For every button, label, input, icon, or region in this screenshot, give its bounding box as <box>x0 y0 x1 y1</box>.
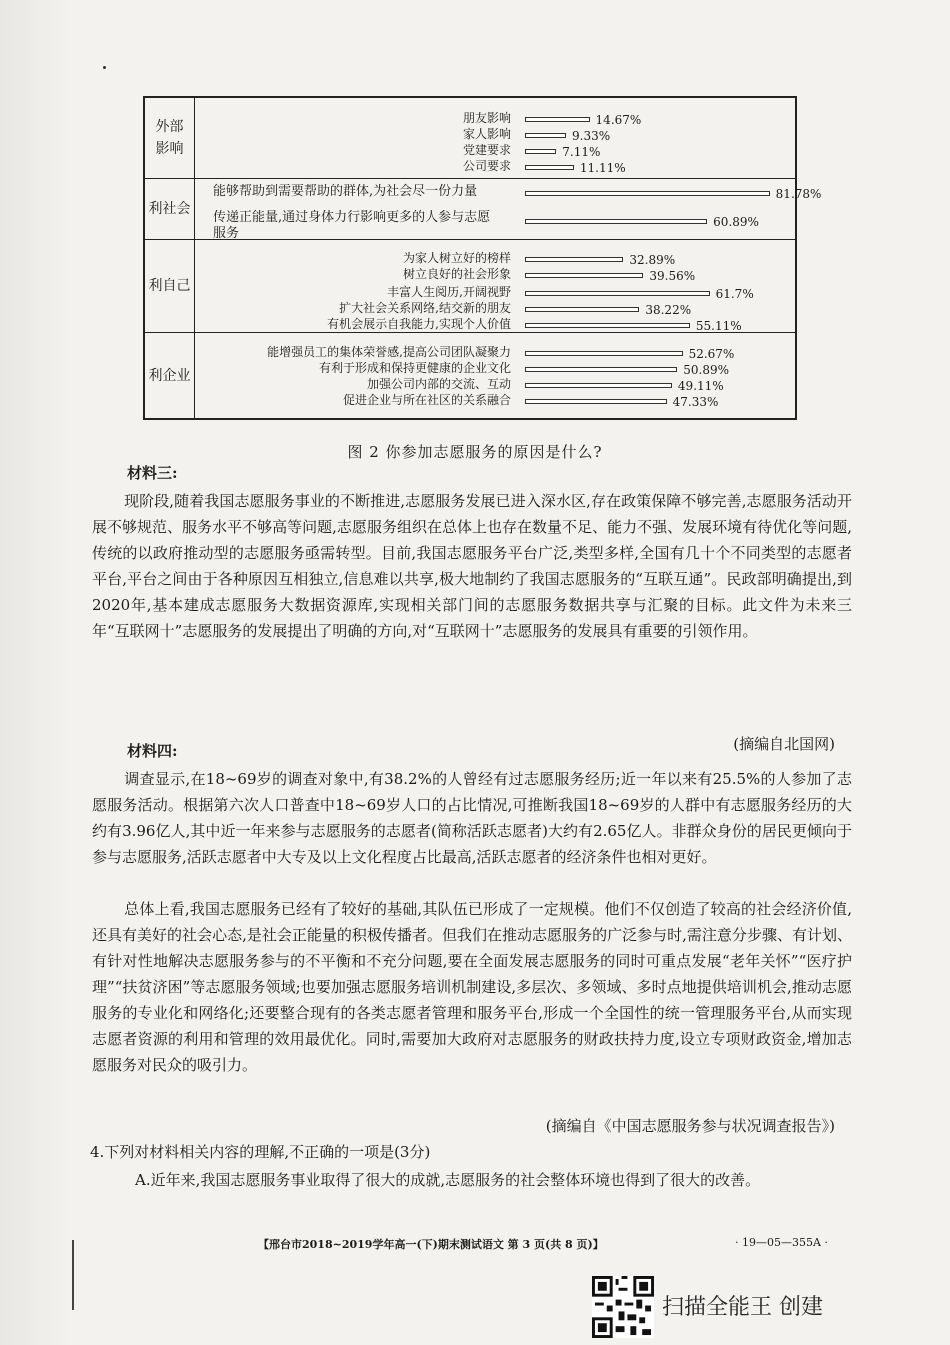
bar <box>525 367 677 372</box>
bar <box>525 165 574 170</box>
bar-value-label: 61.7% <box>715 287 754 301</box>
bar-label: 有机会展示自我能力,实现个人价值 <box>327 317 511 331</box>
bar-label: 促进企业与所在社区的关系融合 <box>342 393 511 407</box>
bar-label: 加强公司内部的交流、互动 <box>366 377 511 391</box>
bar-value-label: 81.78% <box>775 187 822 201</box>
bar-label: 传递正能量,通过身体力行影响更多的人参与志愿服务 <box>213 210 491 241</box>
group-label-society: 利社会 <box>145 179 195 239</box>
bar <box>525 307 639 312</box>
bar-value-label: 39.56% <box>649 269 696 283</box>
bar-label: 能够帮助到需要帮助的群体,为社会尽一份力量 <box>213 184 478 199</box>
material-4-source: (摘编自《中国志愿服务参与状况调查报告》) <box>545 1117 835 1135</box>
exam-code: · 19—05—355A · <box>735 1236 828 1249</box>
bar-label: 树立良好的社会形象 <box>402 267 511 281</box>
bar-value-label: 7.11% <box>562 145 601 159</box>
bar-value-label: 50.89% <box>683 363 730 377</box>
bar <box>525 399 667 404</box>
bar-label: 扩大社会关系网络,结交新的朋友 <box>339 301 511 315</box>
reason-chart <box>143 96 822 420</box>
qr-code-icon <box>592 1276 654 1338</box>
material-4-paragraph-1: 调查显示,在18~69岁的调查对象中,有38.2%的人曾经有过志愿服务经历;近一年以来有25.5%的人参加了志愿服务活动。根据第六次人口普查中18~69岁人口的占比情况,可推断我国18~69岁的人群中有志愿服务经历的大约有3.96亿人,其中近一年来参与志愿服务的志愿者(简称活跃志愿者)大约有2.65亿人。非群众身份的居民更倾向于参与志愿服务,活跃志愿者中大专及以上文化程度占比最高,活跃志愿者的经济条件也相对更好。 <box>92 770 852 866</box>
bar <box>525 117 590 122</box>
bar <box>525 351 683 356</box>
scan-dot <box>103 66 106 69</box>
bar-value-label: 14.67% <box>595 113 642 127</box>
bar-label: 党建要求 <box>462 143 511 157</box>
scanner-watermark: 扫描全能王 创建 <box>662 1295 823 1320</box>
page-footer: 【邢台市2018~2019学年高一(下)期末测试语文 第 3 页(共 8 页)】 <box>258 1238 604 1251</box>
scan-edge <box>72 1240 74 1310</box>
bar-label: 家人影响 <box>462 127 511 141</box>
bar-value-label: 11.11% <box>579 161 626 175</box>
bar-label: 朋友影响 <box>462 111 511 125</box>
bar <box>525 219 707 224</box>
material-3-text: 现阶段,随着我国志愿服务事业的不断推进,志愿服务发展已进入深水区,存在政策保障不够完善,志愿服务活动开展不够规范、服务水平不够高等问题,志愿服务组织在总体上也存在数量不足、能力不强、发展环境有待优化等问题,传统的以政府推动型的志愿服务亟需转型。目前,我国志愿服务平台广泛,类型多样,全国有几十个不同类型的志愿者平台,平台之间由于各种原因互相独立,信息难以共享,极大地制约了我国志愿服务的“互联互通”。民政部明确提出,到2020年,基本建成志愿服务大数据资源库,实现相关部门间的志愿服务数据共享与汇聚的目标。此文件为未来三年“互联网十”志愿服务的发展提出了明确的方向,对“互联网十”志愿服务的发展具有重要的引领作用。 <box>92 492 852 640</box>
material-3-heading: 材料三: <box>127 464 178 482</box>
group-label-enterprise: 利企业 <box>145 333 195 418</box>
material-3-source: (摘编自北国网) <box>733 735 835 753</box>
bar-value-label: 55.11% <box>695 319 742 333</box>
bar-value-label: 47.33% <box>672 395 719 409</box>
figure-caption: 图 2 你参加志愿服务的原因是什么? <box>347 443 603 461</box>
group-label-self: 利自己 <box>145 240 195 332</box>
bar-label: 有利于形成和保持更健康的企业文化 <box>318 361 511 375</box>
bar <box>525 323 690 328</box>
bar <box>525 149 556 154</box>
material-4-heading: 材料四: <box>127 742 178 760</box>
bar-value-label: 60.89% <box>713 215 759 229</box>
bar-value-label: 49.11% <box>677 379 724 393</box>
bar-value-label: 9.33% <box>572 129 611 143</box>
bar-label: 丰富人生阅历,开阔视野 <box>387 285 511 299</box>
bar-label: 公司要求 <box>462 159 511 173</box>
option-a: A.近年来,我国志愿服务事业取得了很大的成就,志愿服务的社会整体环境也得到了很大的改善。 <box>135 1171 761 1189</box>
bar-value-label: 52.67% <box>688 347 735 361</box>
question-4: 4.下列对材料相关内容的理解,不正确的一项是(3分) <box>90 1143 431 1161</box>
bar-value-label: 38.22% <box>645 303 692 317</box>
bar-label: 为家人树立好的榜样 <box>402 251 511 265</box>
bar <box>525 273 643 278</box>
bar <box>525 383 672 388</box>
bar-value-label: 32.89% <box>629 253 676 267</box>
bar-label: 能增强员工的集体荣誉感,提高公司团队凝聚力 <box>267 345 511 359</box>
material-4-paragraph-2: 总体上看,我国志愿服务已经有了较好的基础,其队伍已形成了一定规模。他们不仅创造了较高的社会经济价值,还具有美好的社会心态,是社会正能量的积极传播者。但我们在推动志愿服务的广泛参与时,需注意分步骤、有计划、有针对性地解决志愿服务参与的不平衡和不充分问题,要在全面发展志愿服务的同时可重点发展“老年关怀”“医疗护理”“扶贫济困”等志愿服务领域;也要加强志愿服务培训机制建设,多层次、多领域、多时点地提供培训机会,推动志愿服务的专业化和网络化;还要整合现有的各类志愿者管理和服务平台,形成一个全国性的统一管理服务平台,从而实现志愿者资源的利用和管理的效用最优化。同时,需要加大政府对志愿服务的财政扶持力度,设立专项财政资金,增加志愿服务对民众的吸引力。 <box>92 900 852 1074</box>
group-label-external: 外部影响 <box>145 98 195 178</box>
bar <box>525 291 710 296</box>
divider <box>145 178 795 179</box>
bar <box>525 133 566 138</box>
bar <box>525 257 623 262</box>
bar <box>525 191 770 196</box>
scan-shadow <box>0 0 70 1345</box>
